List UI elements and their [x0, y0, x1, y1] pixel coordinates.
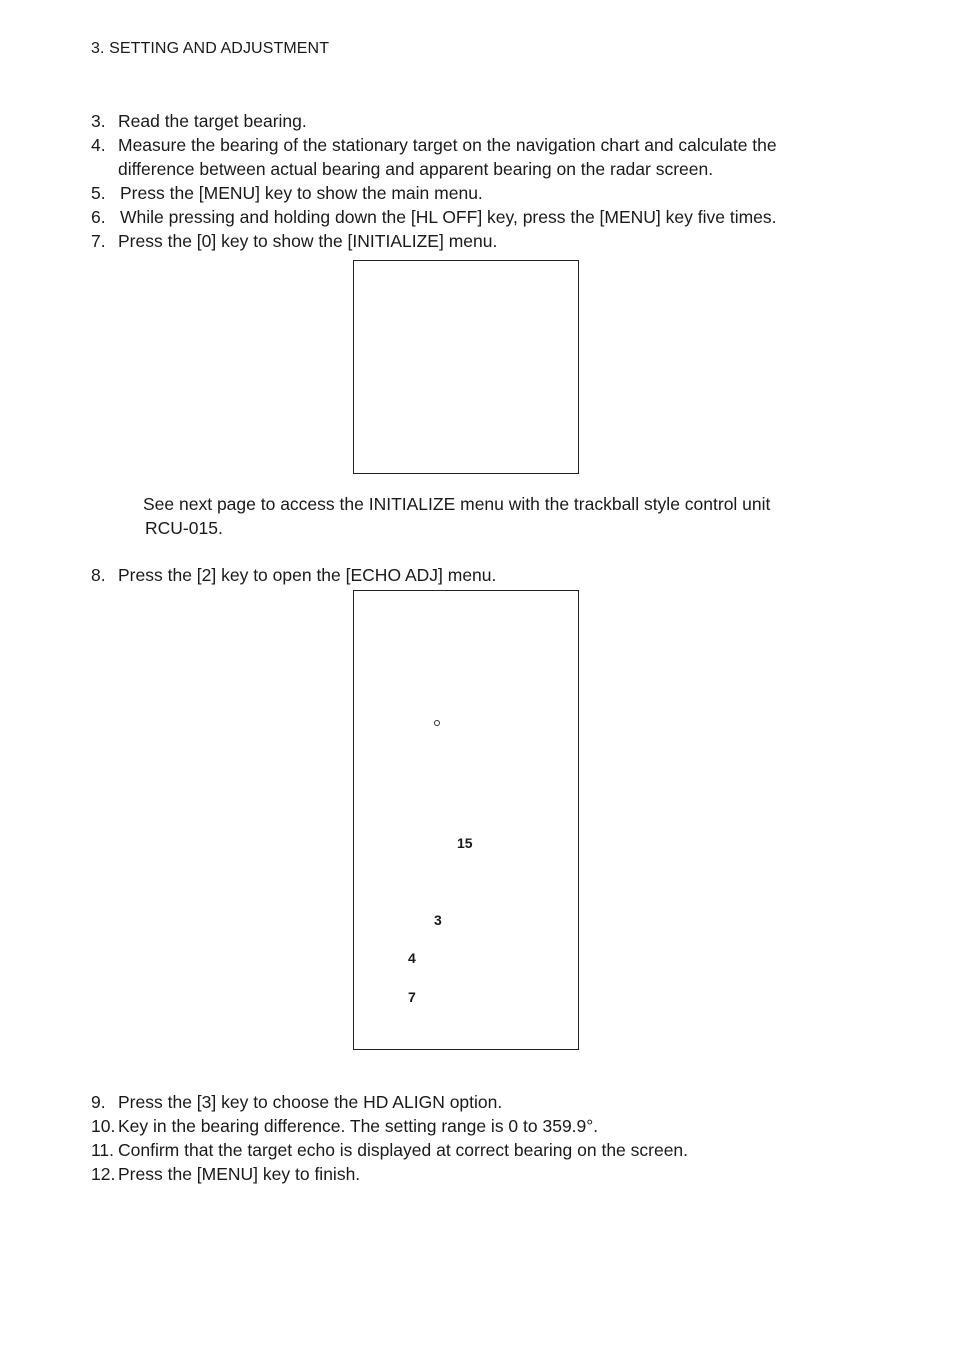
step-text: Press the [MENU] key to show the main menu.	[120, 183, 483, 203]
step-number: 6.	[91, 207, 106, 227]
step-number: 7.	[91, 231, 106, 251]
figure-label: 15	[457, 835, 473, 851]
degree-icon	[434, 720, 440, 726]
step-number: 8.	[91, 565, 106, 585]
step-number: 11.	[91, 1140, 115, 1160]
step-text: Read the target bearing.	[118, 111, 307, 131]
step-text: Measure the bearing of the stationary target on the navigation chart and calculate the difference between actual bearing and apparent bearing on the radar screen.	[118, 135, 777, 179]
step-text: Confirm that the target echo is displayed at correct bearing on the screen.	[118, 1140, 689, 1160]
section-header: 3. SETTING AND ADJUSTMENT	[91, 40, 330, 57]
step-number: 3.	[91, 111, 106, 131]
step-text: Press the [3] key to choose the HD ALIGN option.	[118, 1092, 503, 1112]
note-line: RCU-015.	[145, 518, 223, 538]
step-text: While pressing and holding down the [HL OFF] key, press the [MENU] key five times.	[120, 207, 777, 227]
step-number: 4.	[91, 135, 106, 155]
note-line: See next page to access the INITIALIZE menu with the trackball style control unit	[143, 494, 771, 514]
step-number: 12.	[91, 1164, 116, 1184]
step-number: 9.	[91, 1092, 106, 1112]
step-number: 10.	[91, 1116, 116, 1136]
step-text: Key in the bearing difference. The setting range is 0 to 359.9°.	[118, 1116, 599, 1136]
note	[143, 492, 843, 540]
initialize-menu-figure	[353, 260, 579, 474]
figure-label: 4	[408, 950, 416, 966]
step-text: Press the [0] key to show the [INITIALIZE] menu.	[118, 231, 498, 251]
step-text: Press the [MENU] key to finish.	[118, 1164, 361, 1184]
step-text: Press the [2] key to open the [ECHO ADJ] menu.	[118, 565, 497, 585]
step-number: 5.	[91, 183, 106, 203]
echo-adj-menu-figure	[353, 590, 579, 1050]
figure-label: 7	[408, 989, 416, 1005]
figure-label: 3	[434, 912, 442, 928]
